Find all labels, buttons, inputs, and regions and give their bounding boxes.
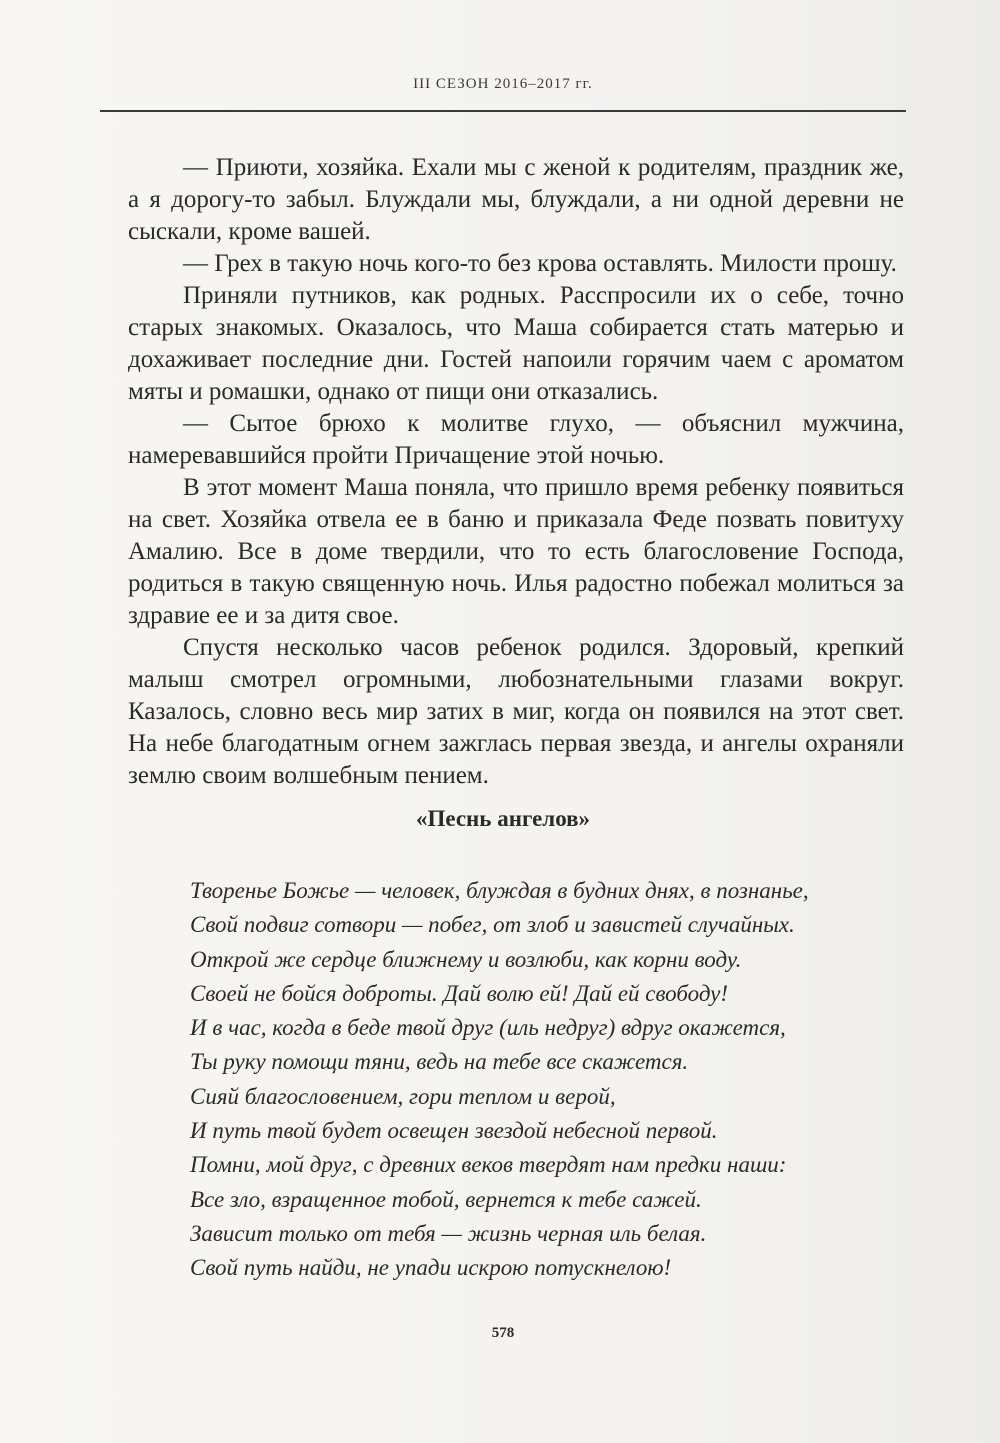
poem-line: И в час, когда в беде твой друг (иль недруг) вдруг окажется, <box>190 1015 786 1041</box>
poem-line: Своей не бойся доброты. Дай волю ей! Дай ей свободу! <box>190 980 729 1006</box>
page-number: 578 <box>491 1325 515 1341</box>
poem-line: Все зло, взращенное тобой, вернется к тебе сажей. <box>190 1186 702 1212</box>
poem-line: Свой подвиг сотвори — побег, от злоб и завистей случайных. <box>190 912 795 938</box>
poem-line: Творенье Божье — человек, блуждая в будних днях, в познанье, <box>190 878 809 903</box>
poem-line: И путь твой будет освещен звездой небесной первой. <box>190 1118 718 1144</box>
paragraph: Приняли путников, как родных. Расспросили их о себе, точно старых знакомых. Оказалось, что Маша собирается стать матерью и дохаживает последние дни. Гостей напоили горячим чаем с ароматом мяты и ромашки, однако от пищи они отказались. <box>128 282 904 405</box>
paragraph: — Грех в такую ночь кого-то без крова оставлять. Милости прошу. <box>183 250 897 277</box>
paragraph: В этот момент Маша поняла, что пришло время ребенку появиться на свет. Хозяйка отвела ее в баню и приказала Феде позвать повитуху Амалию. Все в доме твердили, что то есть благословение Господа, родиться в такую священную ночь. Илья радостно побежал молиться за здравие ее и за дитя свое. <box>128 474 904 629</box>
prose-text <box>128 152 904 792</box>
poem-title: «Песнь ангелов» <box>415 806 591 831</box>
paragraph: — Сытое брюхо к молитве глухо, — объяснил мужчина, намеревавшийся пройти Причащение этой ночью. <box>128 410 904 469</box>
poem-line: Зависит только от тебя — жизнь черная иль белая. <box>190 1220 707 1246</box>
poem-line: Сияй благословением, гори теплом и верой, <box>190 1083 616 1109</box>
paragraph: Спустя несколько часов ребенок родился. Здоровый, крепкий малыш смотрел огромными, любознательными глазами вокруг. Казалось, словно весь мир затих в миг, когда он появился на этот свет. На небе благодатным огнем зажглась первая звезда, и ангелы охраняли землю своим волшебным пением. <box>128 634 904 789</box>
poem-line: Помни, мой друг, с древних веков твердят нам предки наши: <box>190 1152 787 1178</box>
paragraph: — Приюти, хозяйка. Ехали мы с женой к родителям, праздник же, а я дорогу-то забыл. Блуждали мы, блуждали, а ни одной деревни не сыскали, кроме вашей. <box>128 154 904 245</box>
poem-line: Открой же сердце ближнему и возлюби, как корни воду. <box>190 946 742 972</box>
header-rule <box>100 110 906 112</box>
poem-line: Свой путь найди, не упади искрою потускнелою! <box>190 1255 672 1281</box>
poem <box>190 874 890 1286</box>
running-head: III СЕЗОН 2016–2017 гг. <box>413 76 593 92</box>
poem-line: Ты руку помощи тяни, ведь на тебе все скажется. <box>190 1049 689 1075</box>
